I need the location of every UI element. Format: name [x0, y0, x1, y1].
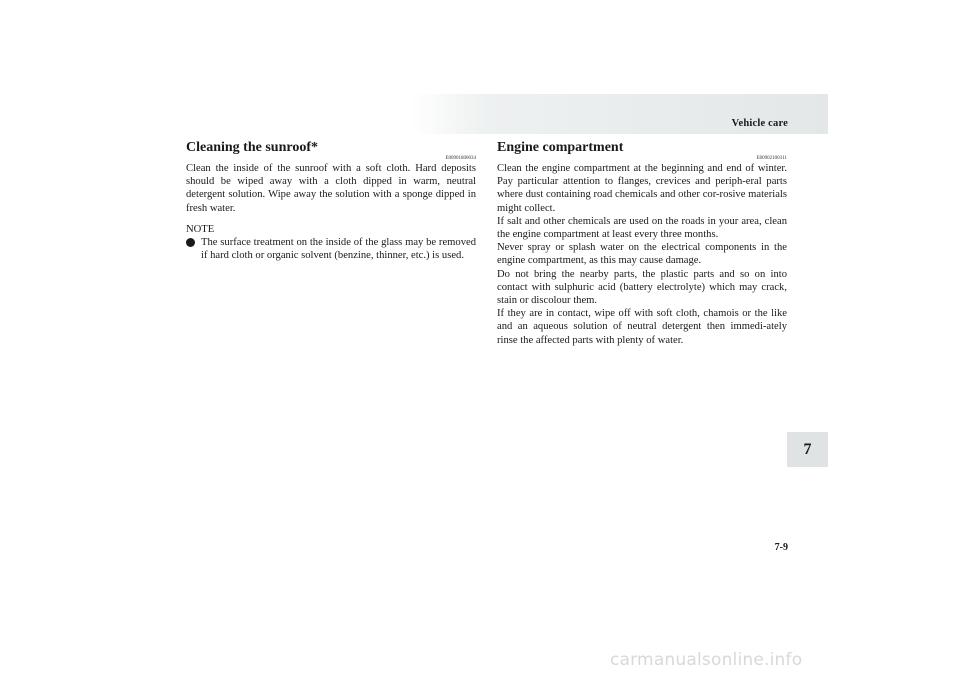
right-column: [497, 140, 787, 347]
note-label: NOTE: [186, 223, 215, 235]
chapter-tab: 7: [787, 432, 828, 467]
engine-paragraph-2: If salt and other chemicals are used on the roads in your area, clean the engine compartment at least every three months.: [497, 215, 787, 241]
engine-heading: Engine compartment: [497, 140, 624, 155]
bullet-icon: [186, 238, 195, 247]
sunroof-heading: Cleaning the sunroof*: [186, 140, 318, 155]
sunroof-code: E00901800034: [445, 156, 476, 161]
page-number: 7-9: [774, 542, 788, 553]
sunroof-paragraph: Clean the inside of the sunroof with a soft cloth. Hard deposits should be wiped away with a cloth dipped in warm, neutral detergent solution. Wipe away the solution with a sponge dipped in fresh water.: [186, 163, 476, 214]
engine-code: E00902100311: [756, 156, 787, 161]
note-item-text: The surface treatment on the inside of the glass may be removed if hard cloth or organic solvent (benzine, thinner, etc.) is used.: [201, 237, 476, 262]
engine-paragraph-1: Clean the engine compartment at the beginning and end of winter. Pay particular attention to flanges, crevices and periph-eral parts where dust containing road chemicals and other cor-rosive materials might collect.: [497, 163, 787, 214]
watermark: carmanualsonline.info: [610, 650, 803, 670]
engine-paragraph-5: If they are in contact, wipe off with soft cloth, chamois or the like and an aqueous solution of neutral detergent then immedi-ately rinse the affected parts with plenty of water.: [497, 308, 787, 346]
note-item: [186, 236, 476, 262]
engine-paragraph-3: Never spray or splash water on the electrical components in the engine compartment, as this may cause damage.: [497, 242, 787, 267]
left-column: [186, 140, 476, 262]
section-title: Vehicle care: [731, 118, 788, 129]
engine-paragraph-4: Do not bring the nearby parts, the plastic parts and so on into contact with sulphuric acid (battery electrolyte) which may crack, stain or discolour them.: [497, 268, 787, 307]
